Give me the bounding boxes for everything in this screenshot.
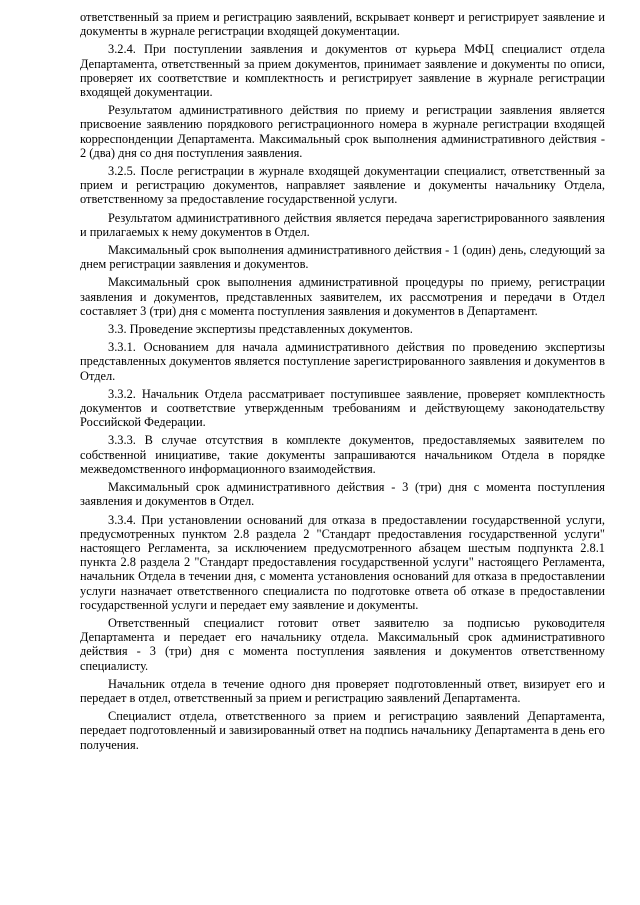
paragraph-6: Максимальный срок выполнения административного действия - 1 (один) день, следующий за днем регистрации заявления и документов. [80, 243, 605, 272]
paragraph-2: 3.2.4. При поступлении заявления и документов от курьера МФЦ специалист отдела Департамента, ответственный за прием документов, принимает заявление и документы по описи, проверяет их соответствие и комплектность и регистрирует заявление в журнале регистрации входящей документации. [80, 42, 605, 100]
paragraph-1: ответственный за прием и регистрацию заявлений, вскрывает конверт и регистрирует заявление и документы в журнале регистрации входящей документации. [80, 10, 605, 39]
paragraph-5: Результатом административного действия является передача зарегистрированного заявления и прилагаемых к нему документов в Отдел. [80, 210, 605, 239]
paragraph-11: 3.3.3. В случае отсутствия в комплекте документов, предоставляемых заявителем по собственной инициативе, такие документы запрашиваются начальником Отдела в порядке межведомственного информационного взаимодействия. [80, 433, 605, 476]
paragraph-9: 3.3.1. Основанием для начала административного действия по проведению экспертизы представленных документов является поступление зарегистрированного заявления и документов в Отдел. [80, 340, 605, 383]
paragraph-3: Результатом административного действия по приему и регистрации заявления является присвоение заявлению порядкового регистрационного номера в журнале регистрации входящей корреспонденции Департамента. Максимальный срок выполнения административного действия - 2 (два) дня со дня поступления заявления. [80, 103, 605, 160]
paragraph-7: Максимальный срок выполнения административной процедуры по приему, регистрации заявления и документов, представленных заявителем, их рассмотрения и передачи в Отдел составляет 3 (три) дня с момента поступления заявления и документов в Департамент. [80, 275, 605, 318]
paragraph-13: 3.3.4. При установлении оснований для отказа в предоставлении государственной услуги, предусмотренных пунктом 2.8 раздела 2 "Стандарт предоставления государственной услуги" настоящего Регламента, за исключением предусмотренного абзацем шестым подпункта 2.8.1 пункта 2.8 раздела 2 "Стандарт предоставления государственной услуги" настоящего Регламента, начальник Отдела в течении дня, с момента установления оснований для отказа в предоставлении услуги назначает ответственного специалиста по подготовке ответа об отказе в предоставлении государственной услуги и передает ему заявление и документы. [80, 512, 605, 612]
paragraph-8: 3.3. Проведение экспертизы представленных документов. [108, 322, 413, 337]
document-page [80, 10, 605, 756]
paragraph-10: 3.3.2. Начальник Отдела рассматривает поступившее заявление, проверяет комплектность документов и соответствие утвержденным требованиям и действующему законодательству Российской Федерации. [80, 386, 605, 430]
paragraph-15: Начальник отдела в течение одного дня проверяет подготовленный ответ, визирует его и передает в отдел, ответственный за прием и регистрацию заявлений Департамента. [80, 676, 605, 705]
paragraph-14: Ответственный специалист готовит ответ заявителю за подписью руководителя Департамента и передает его начальнику отдела. Максимальный срок административного действия - 3 (три) дня с момента поступления заявления и документов ответственному специалисту. [80, 615, 605, 673]
paragraph-12: Максимальный срок административного действия - 3 (три) дня с момента поступления заявления и документов в Отдел. [80, 480, 605, 509]
paragraph-16: Специалист отдела, ответственного за прием и регистрацию заявлений Департамента, передает подготовленный и завизированный ответ на подпись начальнику Департамента в день его получения. [80, 709, 605, 752]
paragraph-4: 3.2.5. После регистрации в журнале входящей документации специалист, ответственный за прием и регистрацию документов, направляет заявление и документы начальнику Отдела, ответственному за предоставление государственной услуги. [80, 164, 605, 207]
